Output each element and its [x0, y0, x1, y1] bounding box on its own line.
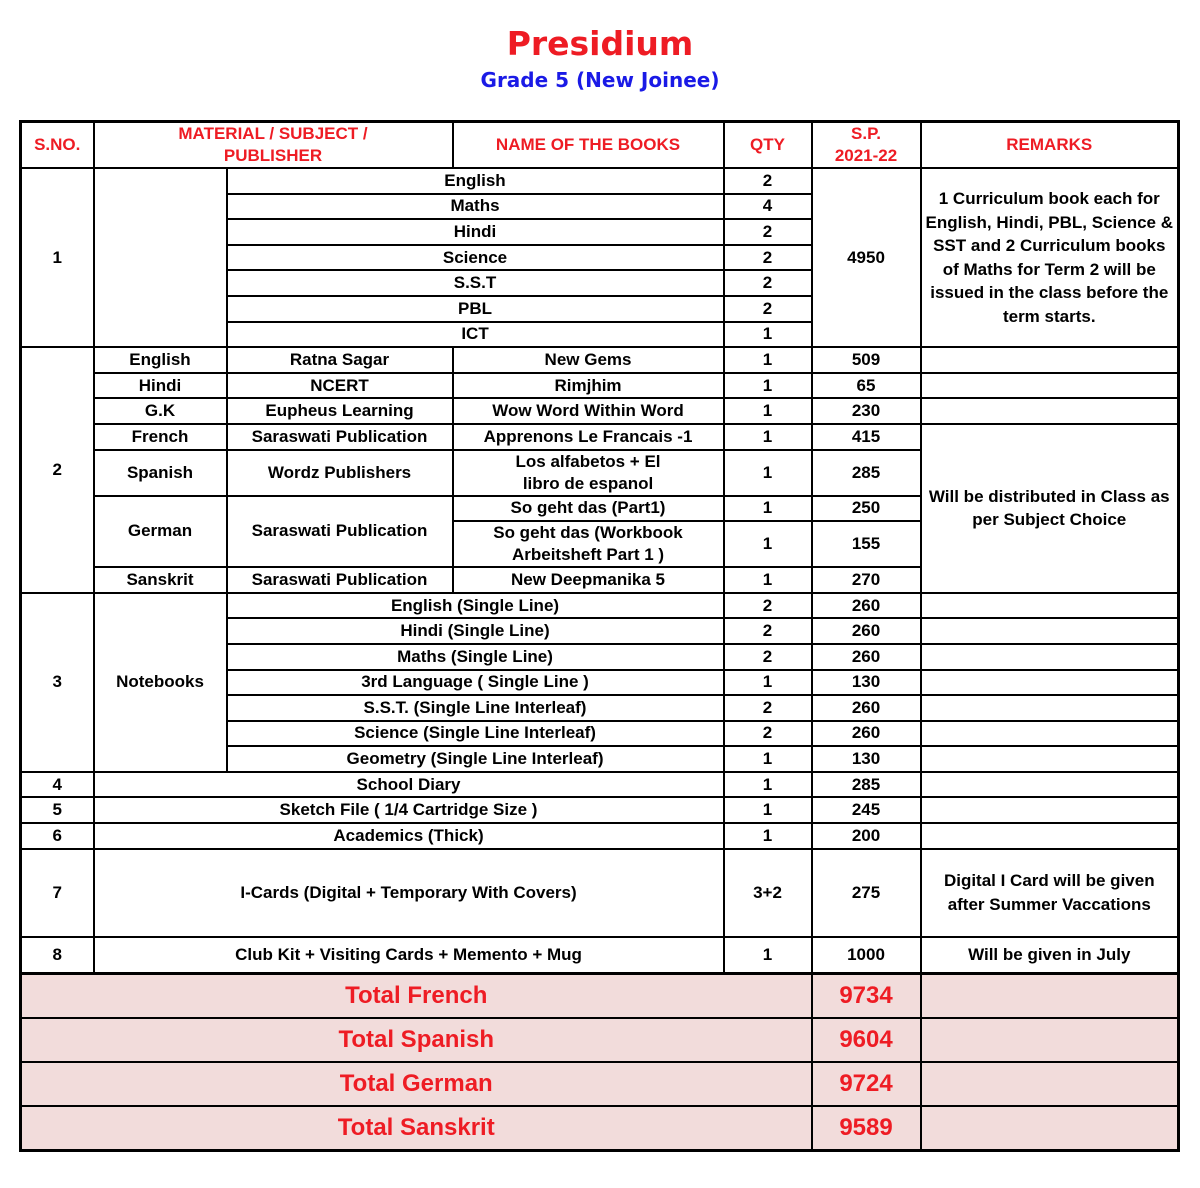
header-material: MATERIAL / SUBJECT / PUBLISHER: [94, 122, 453, 169]
book-name: Rimjhim: [453, 373, 724, 399]
qty-cell: 1: [724, 797, 812, 823]
remarks-cell: [921, 772, 1179, 798]
empty-cell: [94, 168, 227, 347]
sp-cell: 275: [812, 849, 921, 937]
subject-cell: English: [94, 347, 227, 373]
remarks-cell: [921, 373, 1179, 399]
sno-cell: 3: [21, 593, 94, 772]
table-row: [21, 849, 1179, 937]
qty-cell: 2: [724, 245, 812, 271]
total-row: [21, 1018, 1179, 1062]
page-subtitle: Grade 5 (New Joinee): [480, 68, 720, 92]
remarks-cell: [921, 721, 1179, 747]
qty-cell: 1: [724, 398, 812, 424]
qty-cell: 1: [724, 772, 812, 798]
qty-cell: 1: [724, 521, 812, 567]
publisher-cell: Wordz Publishers: [227, 450, 453, 496]
sp-cell: 260: [812, 593, 921, 619]
table-row: [21, 937, 1179, 974]
notebook-name: 3rd Language ( Single Line ): [227, 670, 724, 696]
sno-cell: 8: [21, 937, 94, 974]
notebook-name: Maths (Single Line): [227, 644, 724, 670]
qty-cell: 1: [724, 746, 812, 772]
book-name: New Gems: [453, 347, 724, 373]
notebook-name: English (Single Line): [227, 593, 724, 619]
sp-cell: 415: [812, 424, 921, 450]
subject-cell: Sanskrit: [94, 567, 227, 593]
item-name: Club Kit + Visiting Cards + Memento + Mug: [94, 937, 724, 974]
sp-cell: 260: [812, 695, 921, 721]
publisher-cell: Saraswati Publication: [227, 567, 453, 593]
qty-cell: 1: [724, 567, 812, 593]
book-name: PBL: [227, 296, 724, 322]
sno-cell: 5: [21, 797, 94, 823]
book-name: Los alfabetos + El libro de espanol: [453, 450, 724, 496]
total-row: [21, 1062, 1179, 1106]
book-name: Wow Word Within Word: [453, 398, 724, 424]
remarks-cell: Will be given in July: [921, 937, 1179, 974]
table-row: [21, 593, 1179, 619]
book-name: New Deepmanika 5: [453, 567, 724, 593]
book-name: ICT: [227, 322, 724, 348]
sp-cell: 509: [812, 347, 921, 373]
sno-cell: 7: [21, 849, 94, 937]
notebook-name: Geometry (Single Line Interleaf): [227, 746, 724, 772]
total-empty: [921, 1106, 1179, 1151]
subject-cell: G.K: [94, 398, 227, 424]
remarks-cell: [921, 593, 1179, 619]
qty-cell: 1: [724, 496, 812, 522]
item-name: I-Cards (Digital + Temporary With Covers): [94, 849, 724, 937]
qty-cell: 1: [724, 424, 812, 450]
sp-cell: 285: [812, 772, 921, 798]
sp-cell: 1000: [812, 937, 921, 974]
qty-cell: 4: [724, 194, 812, 220]
total-label: Total Sanskrit: [21, 1106, 812, 1151]
remarks-cell: [921, 398, 1179, 424]
book-name: Apprenons Le Francais -1: [453, 424, 724, 450]
qty-cell: 1: [724, 322, 812, 348]
sp-cell: 130: [812, 670, 921, 696]
item-name: Sketch File ( 1/4 Cartridge Size ): [94, 797, 724, 823]
qty-cell: 3+2: [724, 849, 812, 937]
notebook-name: S.S.T. (Single Line Interleaf): [227, 695, 724, 721]
book-name: So geht das (Part1): [453, 496, 724, 522]
page-title: Presidium: [506, 24, 694, 63]
book-name: Hindi: [227, 219, 724, 245]
remarks-cell: 1 Curriculum book each for English, Hindi, PBL, Science & SST and 2 Curriculum books of Maths for Term 2 will be issued in the class before the term starts.: [921, 168, 1179, 347]
table-row: [21, 772, 1179, 798]
total-value: 9724: [812, 1062, 921, 1106]
total-label: Total Spanish: [21, 1018, 812, 1062]
sp-cell: 245: [812, 797, 921, 823]
qty-cell: 2: [724, 593, 812, 619]
sp-cell: 65: [812, 373, 921, 399]
sp-cell: 260: [812, 618, 921, 644]
subject-cell: French: [94, 424, 227, 450]
sp-cell: 250: [812, 496, 921, 522]
header-sp: S.P. 2021-22: [812, 122, 921, 169]
sp-cell: 260: [812, 644, 921, 670]
notebook-name: Science (Single Line Interleaf): [227, 721, 724, 747]
remarks-cell: [921, 823, 1179, 849]
book-name: Science: [227, 245, 724, 271]
book-name: S.S.T: [227, 270, 724, 296]
total-empty: [921, 1018, 1179, 1062]
header-sno: S.NO.: [21, 122, 94, 169]
remarks-cell: [921, 746, 1179, 772]
notebook-name: Hindi (Single Line): [227, 618, 724, 644]
sno-cell: 1: [21, 168, 94, 347]
total-value: 9589: [812, 1106, 921, 1151]
sp-cell: 260: [812, 721, 921, 747]
header-books: NAME OF THE BOOKS: [453, 122, 724, 169]
table-row: [21, 373, 1179, 399]
publisher-cell: Eupheus Learning: [227, 398, 453, 424]
remarks-cell: [921, 797, 1179, 823]
sp-cell: 230: [812, 398, 921, 424]
total-row: [21, 974, 1179, 1019]
item-name: Academics (Thick): [94, 823, 724, 849]
item-name: School Diary: [94, 772, 724, 798]
table-row: [21, 347, 1179, 373]
publisher-cell: Saraswati Publication: [227, 424, 453, 450]
subject-cell: German: [94, 496, 227, 568]
sno-cell: 2: [21, 347, 94, 593]
publisher-cell: Saraswati Publication: [227, 496, 453, 568]
remarks-cell: Digital I Card will be given after Summer Vaccations: [921, 849, 1179, 937]
table-row: [21, 424, 1179, 450]
total-label: Total German: [21, 1062, 812, 1106]
publisher-cell: NCERT: [227, 373, 453, 399]
qty-cell: 1: [724, 823, 812, 849]
sno-cell: 4: [21, 772, 94, 798]
remarks-cell: [921, 347, 1179, 373]
subject-cell: Spanish: [94, 450, 227, 496]
remarks-cell: [921, 695, 1179, 721]
sp-cell: 285: [812, 450, 921, 496]
total-value: 9604: [812, 1018, 921, 1062]
sp-cell: 130: [812, 746, 921, 772]
table-row: [21, 398, 1179, 424]
qty-cell: 2: [724, 721, 812, 747]
qty-cell: 1: [724, 670, 812, 696]
qty-cell: 2: [724, 270, 812, 296]
total-empty: [921, 1062, 1179, 1106]
notebooks-label: Notebooks: [94, 593, 227, 772]
table-row: [21, 797, 1179, 823]
qty-cell: 2: [724, 618, 812, 644]
total-value: 9734: [812, 974, 921, 1019]
qty-cell: 2: [724, 219, 812, 245]
remarks-cell: Will be distributed in Class as per Subject Choice: [921, 424, 1179, 593]
table-row: [21, 823, 1179, 849]
sp-cell: 155: [812, 521, 921, 567]
qty-cell: 2: [724, 168, 812, 194]
total-empty: [921, 974, 1179, 1019]
qty-cell: 1: [724, 347, 812, 373]
publisher-cell: Ratna Sagar: [227, 347, 453, 373]
book-name: Maths: [227, 194, 724, 220]
qty-cell: 2: [724, 695, 812, 721]
sp-cell: 4950: [812, 168, 921, 347]
qty-cell: 1: [724, 373, 812, 399]
book-list-table: [19, 120, 1180, 1152]
sno-cell: 6: [21, 823, 94, 849]
subject-cell: Hindi: [94, 373, 227, 399]
remarks-cell: [921, 670, 1179, 696]
qty-cell: 1: [724, 450, 812, 496]
total-label: Total French: [21, 974, 812, 1019]
sp-cell: 200: [812, 823, 921, 849]
remarks-cell: [921, 644, 1179, 670]
qty-cell: 2: [724, 644, 812, 670]
sp-cell: 270: [812, 567, 921, 593]
table-row: [21, 168, 1179, 194]
remarks-cell: [921, 618, 1179, 644]
total-row: [21, 1106, 1179, 1151]
book-name: So geht das (Workbook Arbeitsheft Part 1 ): [453, 521, 724, 567]
qty-cell: 2: [724, 296, 812, 322]
header-row: [21, 122, 1179, 169]
header-remarks: REMARKS: [921, 122, 1179, 169]
qty-cell: 1: [724, 937, 812, 974]
header-qty: QTY: [724, 122, 812, 169]
book-name: English: [227, 168, 724, 194]
